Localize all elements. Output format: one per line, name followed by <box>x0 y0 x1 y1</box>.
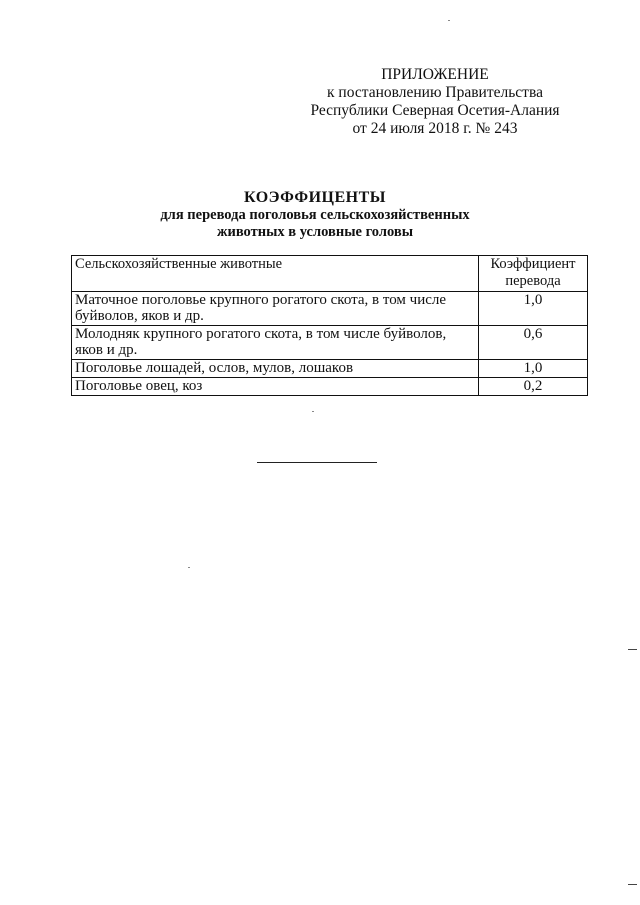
appendix-block <box>300 66 570 138</box>
animal-cell <box>72 378 479 396</box>
closing-divider <box>257 462 377 463</box>
header-animals-label: Сельскохозяйственные животные <box>75 256 283 272</box>
animal-name-line-1: Маточное поголовье крупного рогатого скота, в том числе <box>75 292 447 308</box>
coefficient-value: 1,0 <box>523 292 543 308</box>
table-row <box>72 378 588 396</box>
appendix-date-line: от 24 июля 2018 г. № 243 <box>352 120 518 137</box>
table-row <box>72 326 588 360</box>
margin-mark <box>628 884 637 885</box>
animal-name-line-1: Молодняк крупного рогатого скота, в том числе буйволов, <box>75 326 447 342</box>
animal-name: Поголовье овец, коз <box>75 378 203 394</box>
document-subtitle-line-2: животных в условные головы <box>216 224 414 240</box>
animal-name-line-2: яков и др. <box>75 342 138 358</box>
coefficient-value: 0,2 <box>523 378 543 394</box>
document-heading <box>60 188 570 241</box>
header-coefficient-line-1: Коэффициент <box>490 256 576 272</box>
document-subtitle-line-1: для перевода поголовья сельскохозяйственных <box>160 207 470 223</box>
appendix-decree-line: к постановлению Правительства <box>327 84 543 101</box>
header-coefficient-line-2: перевода <box>505 273 561 289</box>
scan-speck <box>188 567 190 568</box>
table-row <box>72 292 588 326</box>
coefficient-cell <box>479 292 588 326</box>
coefficient-cell <box>479 326 588 360</box>
coefficient-value: 1,0 <box>523 360 543 376</box>
document-title: КОЭФФИЦЕНТЫ <box>244 189 386 206</box>
appendix-republic-line: Республики Северная Осетия-Алания <box>310 102 560 119</box>
header-coefficient <box>479 256 588 292</box>
margin-mark <box>628 649 637 650</box>
coefficient-cell <box>479 360 588 378</box>
animal-cell <box>72 326 479 360</box>
animal-name-line-2: буйволов, яков и др. <box>75 308 204 324</box>
table-row <box>72 360 588 378</box>
animal-name: Поголовье лошадей, ослов, мулов, лошаков <box>75 360 354 376</box>
coefficient-value: 0,6 <box>523 326 543 342</box>
table-header-row <box>72 256 588 292</box>
coefficient-cell <box>479 378 588 396</box>
appendix-title: ПРИЛОЖЕНИЕ <box>381 66 489 83</box>
scan-speck <box>448 20 450 21</box>
scan-speck <box>312 411 314 412</box>
header-animals <box>72 256 479 292</box>
animal-cell <box>72 360 479 378</box>
animal-cell <box>72 292 479 326</box>
coefficients-table <box>71 255 588 396</box>
